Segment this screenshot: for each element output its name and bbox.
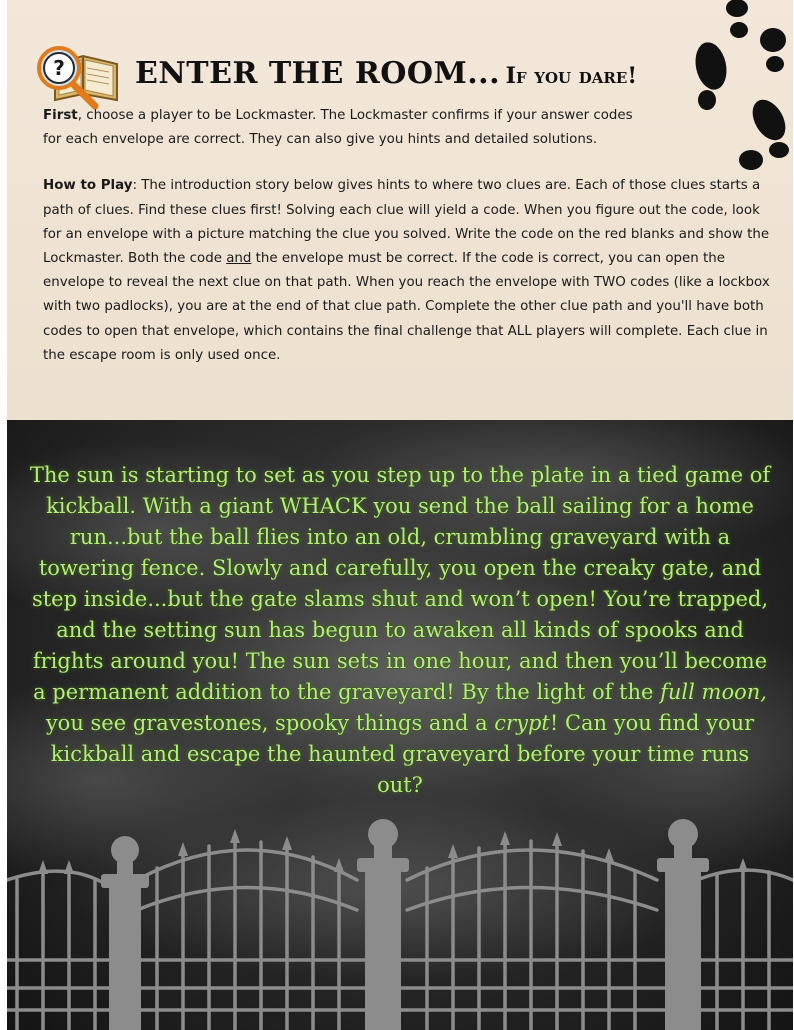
story-crypt: crypt: [494, 711, 550, 735]
instructions-section: [7, 0, 793, 420]
how-to-play-and: and: [226, 251, 252, 267]
first-text: , choose a player to be Lockmaster. The Lockmaster confirms if your answer codes for each envelope are correct. They can also give you hints and detailed solutions.: [43, 108, 633, 148]
book-magnifier-icon: [25, 34, 125, 114]
story-text: [27, 460, 773, 801]
page: [7, 0, 793, 1030]
page-title: [135, 56, 637, 96]
how-to-play-text-2: the envelope must be correct. If the code is correct, you can open the envelope to reveal the next clue on that path. When you reach the envelope with TWO codes (like a lockbox with two padlocks), you are at the end of that clue path. Complete the other clue path and you'll have both codes to open that envelope, which contains the final challenge that ALL players will complete. Each clue in the escape room is only used once.: [43, 251, 770, 363]
first-lead: First: [43, 108, 78, 123]
story-part-1: The sun is starting to set as you step up to the plate in a tied game of kickball. With a giant WHACK you send the ball sailing for a home run...but the ball flies into an old, crumbling graveyard with a towering fence. Slowly and carefully, you open the creaky gate, and step inside...but the gate slams shut and won’t open! You’re trapped, and the setting sun has begun to awaken all kinds of spooks and frights around you! The sun sets in one hour, and then you’ll become a permanent addition to the graveyard! By the light of the: [29, 463, 771, 704]
svg-text:?: ?: [53, 56, 65, 80]
title-dare: If you dare!: [505, 63, 637, 89]
title-main: ENTER THE ROOM...: [135, 56, 501, 91]
story-part-2: you see gravestones, spooky things and a: [45, 711, 495, 735]
story-section: [7, 420, 793, 1030]
instructions-text: [43, 104, 770, 368]
story-part-3: ! Can you find your kickball and escape the haunted graveyard before your time runs out?: [50, 711, 755, 797]
how-to-play-lead: How to Play: [43, 178, 133, 194]
graveyard-fence-illustration: [7, 810, 793, 1030]
footprints-icon: [667, 0, 793, 200]
story-full-moon: full moon,: [660, 680, 767, 704]
how-to-play-text-1: : The introduction story below gives hints to where two clues are. Each of those clues starts a path of clues. Find these clues first! Solving each clue will yield a code. When you figure out the code, look for an envelope with a picture matching the clue you solved. Write the code on the red blanks and show the Lockmaster. Both the code: [43, 178, 770, 267]
first-paragraph: [43, 104, 653, 152]
how-to-play-paragraph: [43, 174, 778, 368]
